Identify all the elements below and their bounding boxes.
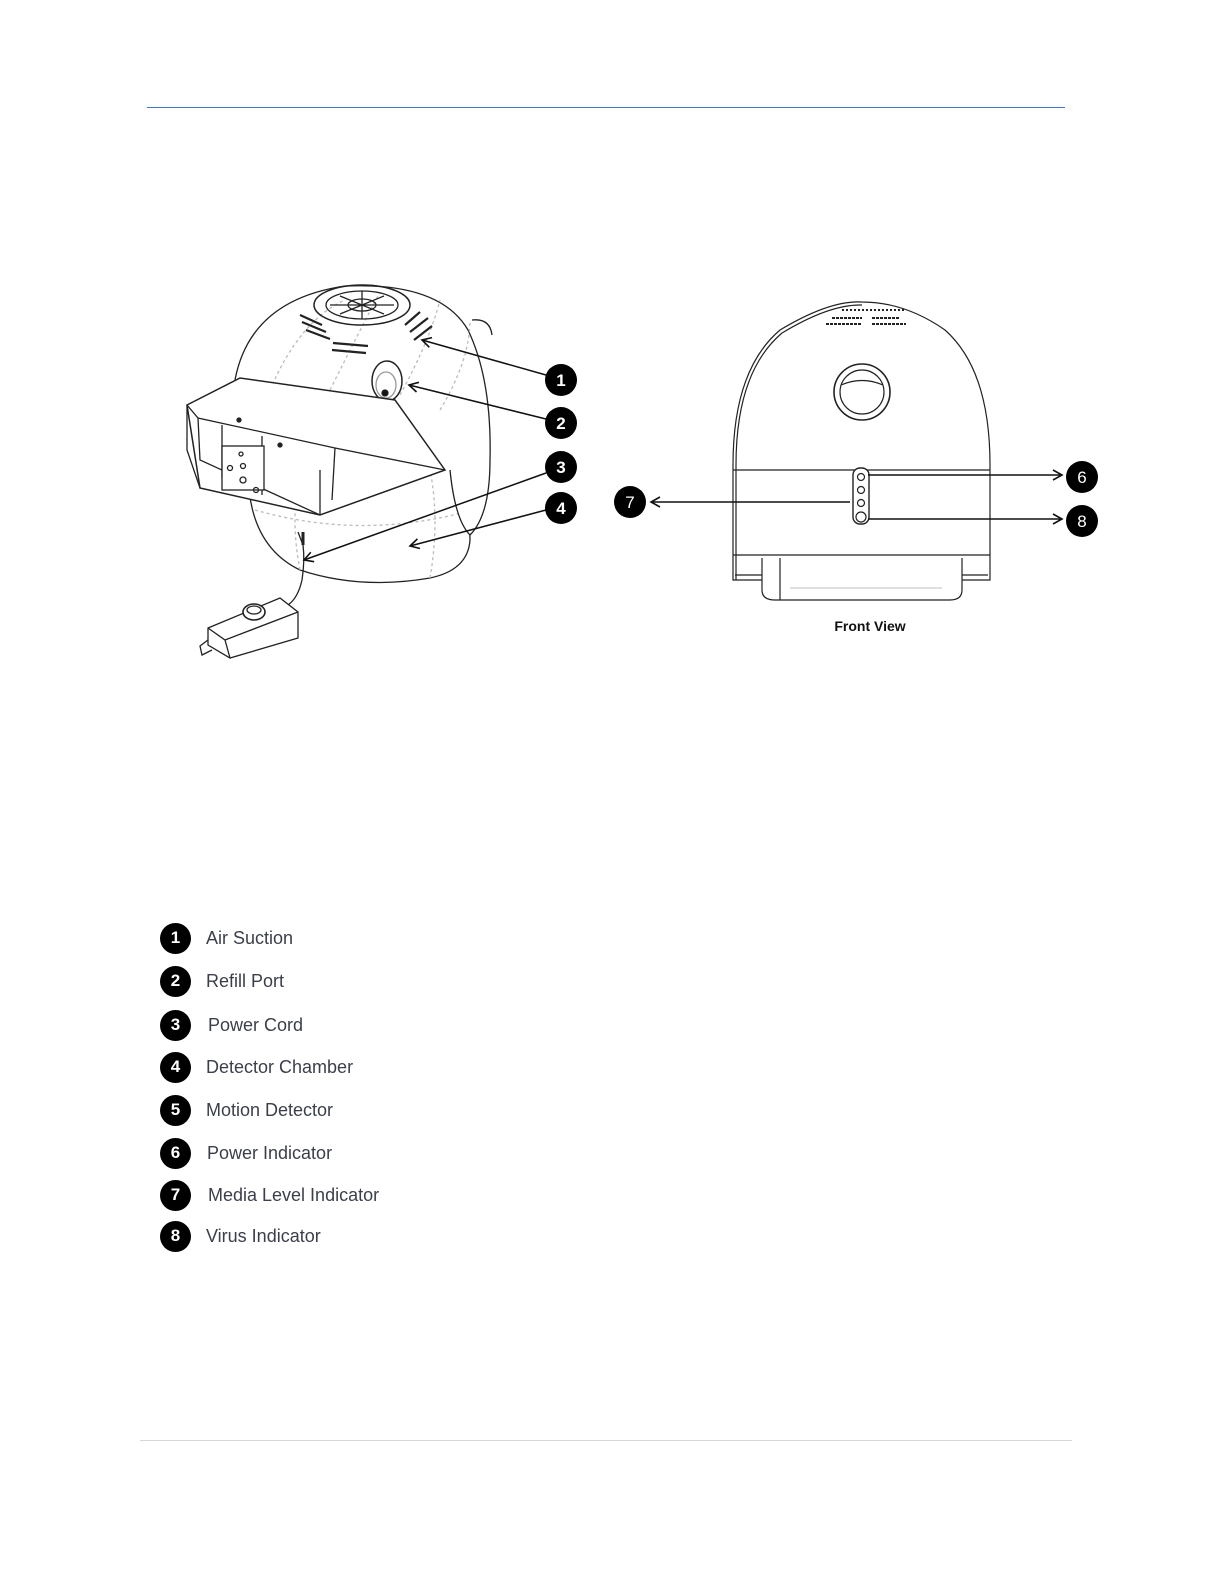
legend-number: 5 [160,1095,191,1126]
legend-label: Motion Detector [206,1099,334,1120]
front-view-caption: Front View [834,618,906,634]
legend-item [160,1009,303,1041]
callout-8: 8 [1077,512,1087,531]
legend-label: Power Cord [208,1014,304,1035]
legend-label: Refill Port [206,970,285,991]
legend-number: 1 [160,923,191,954]
legend-item [160,1179,379,1211]
legend-label: Virus Indicator [206,1225,321,1246]
callout-4: 4 [556,499,566,518]
callout-7: 7 [625,493,635,512]
callout-2: 2 [556,414,566,433]
legend-item [160,1051,353,1083]
legend-number: 8 [160,1221,191,1252]
legend-number: 6 [160,1138,191,1169]
legend-label: Media Level Indicator [208,1184,380,1205]
callout-1: 1 [556,371,566,390]
legend-number: 3 [160,1010,191,1041]
legend-number: 2 [160,966,191,997]
legend-number: 4 [160,1052,191,1083]
legend-item [160,965,284,997]
callout-3: 3 [556,458,566,477]
footer-rule [140,1440,1072,1441]
legend-label: Power Indicator [207,1142,333,1163]
legend-number: 7 [160,1180,191,1211]
legend-item [160,922,293,954]
legend-item [160,1137,332,1169]
legend-item [160,1094,333,1126]
legend-label: Detector Chamber [206,1056,354,1077]
callout-6: 6 [1077,468,1087,487]
perspective-view [187,285,492,658]
device-diagram [0,0,1225,700]
legend-item [160,1220,321,1252]
front-view [733,302,990,600]
legend-label: Air Suction [206,927,294,948]
